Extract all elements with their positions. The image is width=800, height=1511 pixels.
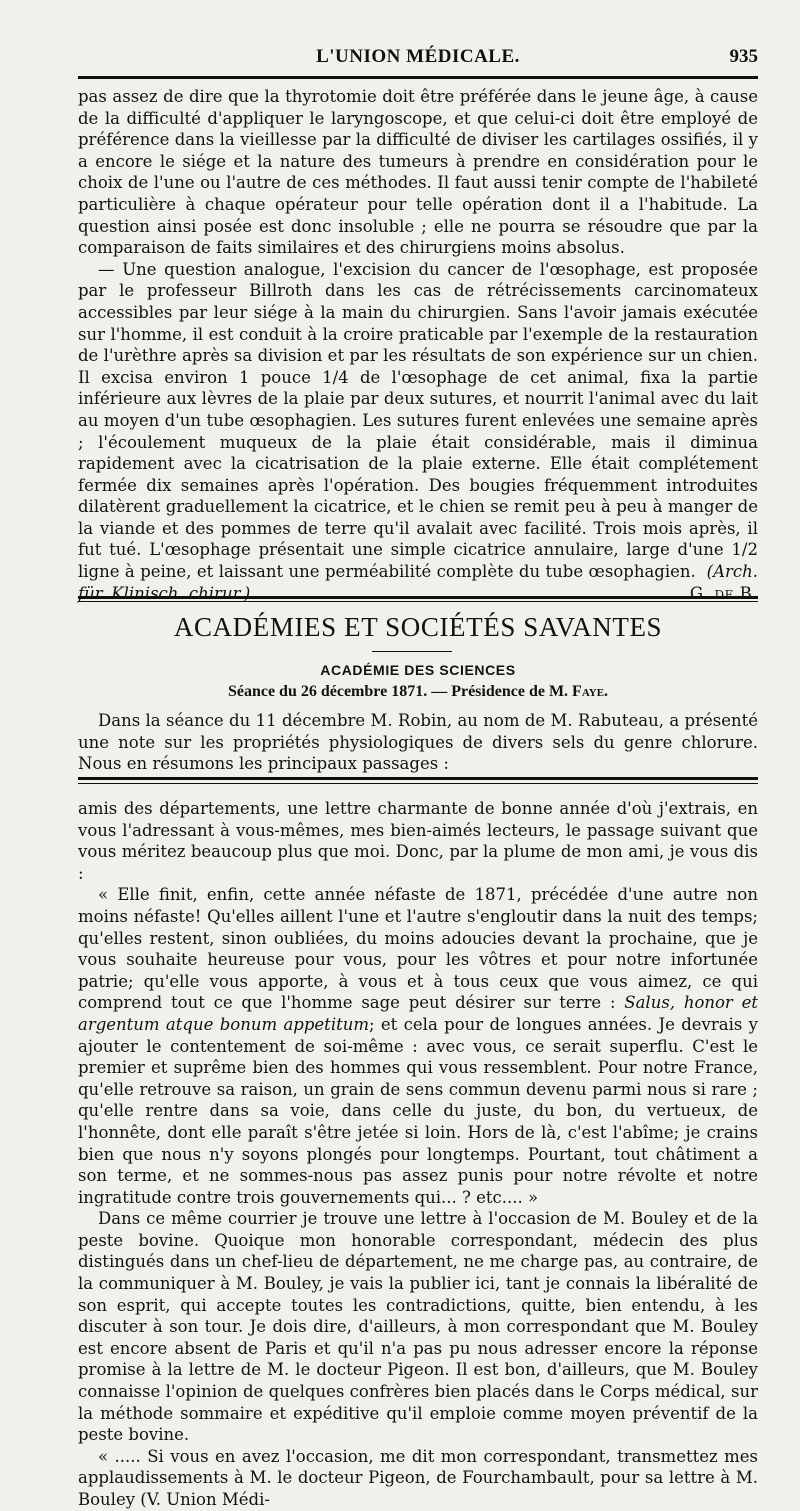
session-line (78, 683, 758, 701)
article-paragraph-2 (78, 259, 758, 605)
session-president: Faye. (572, 683, 609, 700)
journal-title: L'UNION MÉDICALE. (316, 46, 520, 67)
quote-text-2: ; et cela pour de longues années. Je devrais y ajouter le contentement de soi-même : avec vous, ce serait superflu. C'est le premier et suprême bien des hommes qui vous ressemblent. Pour notre France, qu'elle retrouve sa raison, un grain de sens commun devenu parmi nous si rare ; qu'elle rentre dans sa voie, dans celle du juste, du bon, du vertueux, de l'honnête, dont elle paraît s'être jetée si loin. Hors de là, c'est l'abîme; je crains bien que nous n'y soyons plongés pour longtemps. Pourtant, tout châtiment a son terme, et ne sommes-nous pas assez punis pour notre révolte et notre ingratitude contre trois gouvernements qui... ? etc.... » (78, 1014, 758, 1207)
running-header (78, 40, 758, 74)
citation: (Arch. für. Klinisch. chirur.) (78, 562, 758, 603)
feuilleton-rule-top (78, 777, 758, 780)
article-paragraph-2-text: — Une question analogue, l'excision du cancer de l'œsophage, est proposée par le professeur Billroth dans les cas de rétrécissements carcinomateux accessibles par leur siége à la main du chirurgien. Sans l'avoir jamais exécutée sur l'homme, il est conduit à la croire praticable par l'exemple de la restauration de l'urèthre après sa division et par les résultats de son expérience sur un chien. Il excisa environ 1 pouce 1/4 de l'œsophage de cet animal, fixa la partie inférieure aux lèvres de la plaie par deux sutures, et nourrit l'animal avec du lait au moyen d'un tube œsophagien. Les sutures furent enlevées une semaine après ; l'écoulement muqueux de la plaie était considérable, mais il diminua rapidement avec la cicatrisation de la plaie externe. Elle était complétement fermée dix semaines après l'opération. Des bougies fréquemment introduites dilatèrent graduellement la cicatrice, et le chien se remit peu à peu à manger de la viande et des pommes de terre qu'il avalait avec facilité. Trois mois après, il fut tué. L'œsophage présentait une simple cicatrice annulaire, large d'une 1/2 ligne à peine, et laissant une perméabilité complète du tube œsophagien. (78, 259, 758, 582)
section-rule-top (78, 596, 758, 599)
feuilleton-paragraph-4: « ..... Si vous en avez l'occasion, me dit mon correspondant, transmettez mes applaudissements à M. le docteur Pigeon, de Fourchambault, pour sa lettre à M. Bouley (V. Union Médi- (78, 1446, 758, 1509)
subsection-title: ACADÉMIE DES SCIENCES (320, 662, 516, 678)
session-date: Séance du 26 décembre 1871. — Présidence de M. (227, 683, 569, 700)
feuilleton (78, 798, 758, 1511)
author-signature: G. de B. (689, 583, 758, 603)
section-title: ACADÉMIES ET SOCIÉTÉS SAVANTES (173, 612, 663, 642)
article-paragraph-1: pas assez de dire que la thyrotomie doit être préférée dans le jeune âge, à cause de la difficulté d'appliquer le laryngoscope, et que celui-ci doit être employé de préférence dans la vieillesse par la difficulté de diviser les cartilages ossifiés, il y a encore le siége et la nature des tumeurs à prendre en considération pour le choix de l'une ou l'autre de ces méthodes. Il faut aussi tenir compte de l'habileté particulière à chaque opérateur pour telle opération dont il a l'habitude. La question ainsi posée est donc insoluble ; elle ne pourra se résoudre que par la comparaison de faits similaires et des chirurgiens moins absolus. (78, 87, 758, 258)
feuilleton-rule-top-thin (78, 783, 758, 784)
academy-report (78, 710, 758, 775)
quote-text-1: « Elle finit, enfin, cette année néfaste de 1871, précédée d'une autre non moins néfaste! Qu'elles aillent l'une et l'autre s'engloutir dans la nuit des temps; qu'elles restent, sinon oubliées, du moins adoucies devant la prochaine, que je vous souhaite heureuse pour vous, pour les vôtres et pour notre infortunée patrie; qu'elle vous apporte, à vous et à tous ceux que vous aimez, ce qui comprend tout ce que l'homme sage peut désirer sur terre : (78, 885, 758, 1013)
article-laryngeal-surgery (78, 86, 758, 604)
section-rule-top-thin (78, 601, 758, 602)
academy-paragraph-1: Dans la séance du 11 décembre M. Robin, au nom de M. Rabuteau, a présenté une note sur les propriétés physiologiques de divers sels du genre chlorure. Nous en résumons les principaux passages : (78, 711, 758, 774)
section-divider (372, 651, 452, 652)
feuilleton-paragraph-1: amis des départements, une lettre charmante de bonne année d'où j'extrais, en vous l'adressant à vous-mêmes, mes bien-aimés lecteurs, le passage suivant que vous méritez beaucoup plus que moi. Donc, par la plume de mon ami, je vous dis : (78, 799, 758, 883)
feuilleton-paragraph-3: Dans ce même courrier je trouve une lettre à l'occasion de M. Bouley et de la peste bovine. Quoique mon honorable correspondant, médecin des plus distingués dans un chef-lieu de département, ne me charge pas, au contraire, de la communiquer à M. Bouley, je vais la publier ici, tant je connais la libéralité de son esprit, qui accepte toutes les contradictions, quitte, bien entendu, à les discuter à son tour. Je dois dire, d'ailleurs, à mon correspondant que M. Bouley est encore absent de Paris et qu'il n'a pas pu nous adresser encore la réponse promise à la lettre de M. le docteur Pigeon. Il est bon, d'ailleurs, que M. Bouley connaisse l'opinion de quelques confrères bien placés dans le Corps médical, sur la méthode sommaire et expéditive qu'il emploie comme moyen préventif de la peste bovine. (78, 1209, 758, 1445)
feuilleton-quote-letter (78, 884, 758, 1208)
page-number: 935 (729, 46, 758, 67)
latin-phrase: Salus, honor et argentum atque bonum appetitum (78, 993, 758, 1034)
header-rule (78, 76, 758, 79)
